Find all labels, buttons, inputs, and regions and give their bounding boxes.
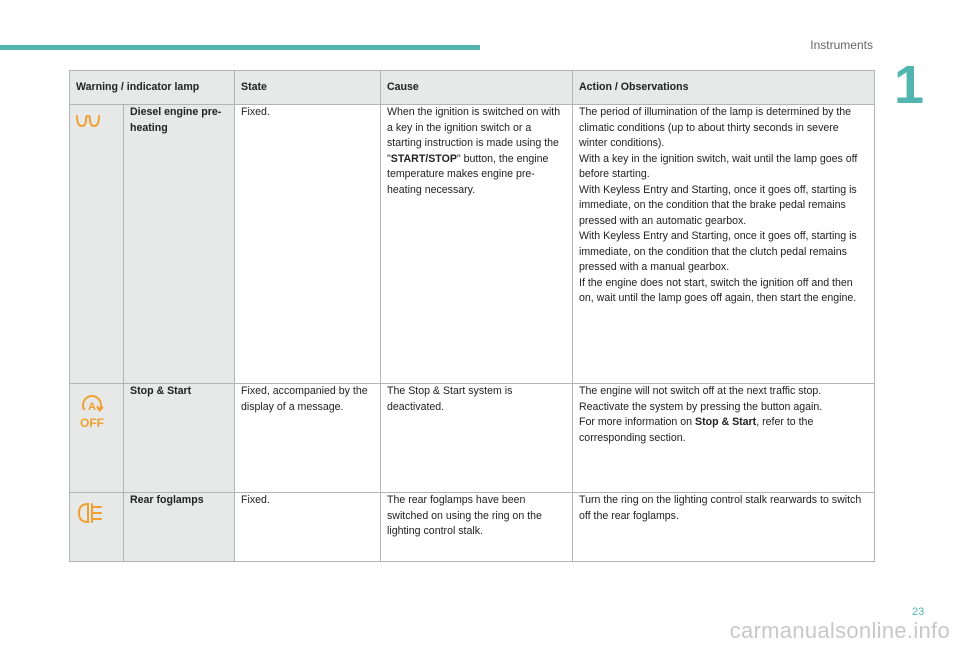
lamp-icon-cell: [70, 384, 124, 493]
lamp-state: Fixed.: [235, 493, 381, 562]
lamp-icon-cell: [70, 105, 124, 384]
table-header-row: [70, 71, 875, 105]
section-accent-bar: [0, 45, 480, 50]
watermark: carmanualsonline.info: [729, 618, 950, 643]
chapter-number: 1: [894, 55, 925, 115]
action-line: Reactivate the system by pressing the button again.: [579, 400, 823, 413]
page-number: 23: [912, 606, 925, 618]
action-line: If the engine does not start, switch the ignition off and then on, wait until the lamp goes off again, then start the engine.: [579, 276, 857, 304]
lamp-cause: The rear foglamps have been switched on using the ring on the lighting control stalk.: [381, 493, 573, 562]
column-header-cause: Cause: [381, 71, 573, 105]
lamp-icon-cell: [70, 493, 124, 562]
action-line: With Keyless Entry and Starting, once it goes off, starting is immediate, on the condition that the clutch pedal remains pressed with a manual gearbox.: [579, 230, 857, 273]
section-title: Instruments: [810, 38, 873, 52]
lamp-action: [573, 105, 875, 384]
column-header-state: State: [235, 71, 381, 105]
lamp-name: Diesel engine pre-heating: [124, 105, 235, 384]
table-row: [70, 493, 875, 562]
action-line: With Keyless Entry and Starting, once it goes off, starting is immediate, on the condition that the brake pedal remains pressed with an automatic gearbox.: [579, 183, 857, 227]
lamp-action: [573, 384, 875, 493]
action-line: The period of illumination of the lamp is determined by the climatic conditions (up to about thirty seconds in severe winter conditions).: [579, 106, 852, 149]
action-line: The engine will not switch off at the next traffic stop.: [579, 385, 822, 397]
preheat-coil-icon: [76, 114, 100, 134]
stop-start-off-icon: [76, 393, 108, 435]
lamp-name: Stop & Start: [124, 384, 235, 493]
table-row: [70, 384, 875, 493]
warning-lamp-table: [69, 70, 875, 562]
table-row: [70, 105, 875, 384]
action-line: For more information on Stop & Start, refer to the corresponding section.: [579, 416, 814, 444]
lamp-name: Rear foglamps: [124, 493, 235, 562]
svg-text:A: A: [88, 401, 96, 413]
column-header-action: Action / Observations: [573, 71, 875, 105]
lamp-cause: The Stop & Start system is deactivated.: [381, 384, 573, 493]
column-header-lamp: Warning / indicator lamp: [70, 71, 235, 105]
action-line: With a key in the ignition switch, wait until the lamp goes off before starting.: [579, 152, 858, 180]
rear-foglamp-icon: [76, 502, 104, 530]
lamp-cause: When the ignition is switched on with a key in the ignition switch or a starting instruction is made using the "START/STOP" button, the engine temperature makes engine pre-heating necessary.: [381, 105, 573, 384]
svg-text:OFF: OFF: [80, 416, 104, 429]
lamp-state: Fixed.: [235, 105, 381, 384]
lamp-action: Turn the ring on the lighting control stalk rearwards to switch off the rear foglamps.: [573, 493, 875, 562]
lamp-state: Fixed, accompanied by the display of a message.: [235, 384, 381, 493]
